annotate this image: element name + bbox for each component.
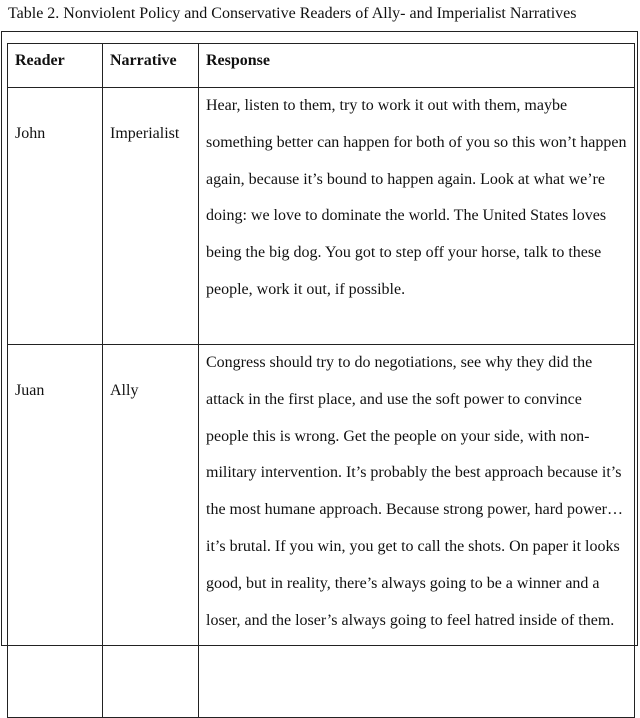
narrative-cell: Imperialist bbox=[103, 88, 199, 345]
reader-cell: John bbox=[8, 88, 103, 345]
response-cell: Congress should try to do negotiations, see why they did the attack in the first place, and use the soft power to convince people this is wrong. Get the people on your side, with non-military intervention. It’s probably the best approach because it’s the most humane approach. Because strong power, hard power…it’s brutal. If you win, you get to call the shots. On paper it looks good, but in reality, there’s always going to be a winner and a loser, and the loser’s always going to feel hatred inside of them. bbox=[199, 345, 635, 718]
header-row bbox=[8, 44, 635, 88]
data-table bbox=[7, 43, 635, 718]
header-narrative: Narrative bbox=[103, 44, 199, 88]
header-reader: Reader bbox=[8, 44, 103, 88]
table-row bbox=[8, 345, 635, 718]
narrative-cell: Ally bbox=[103, 345, 199, 718]
table-caption: Table 2. Nonviolent Policy and Conservative Readers of Ally- and Imperialist Narratives bbox=[8, 5, 577, 22]
response-cell: Hear, listen to them, try to work it out with them, maybe something better can happen for both of you so this won’t happen again, because it’s bound to happen again. Look at what we’re doing: we love to dominate the world. The United States loves being the big dog. You got to step off your horse, talk to these people, work it out, if possible. bbox=[199, 88, 635, 345]
reader-cell: Juan bbox=[8, 345, 103, 718]
header-response: Response bbox=[199, 44, 635, 88]
table-row bbox=[8, 88, 635, 345]
